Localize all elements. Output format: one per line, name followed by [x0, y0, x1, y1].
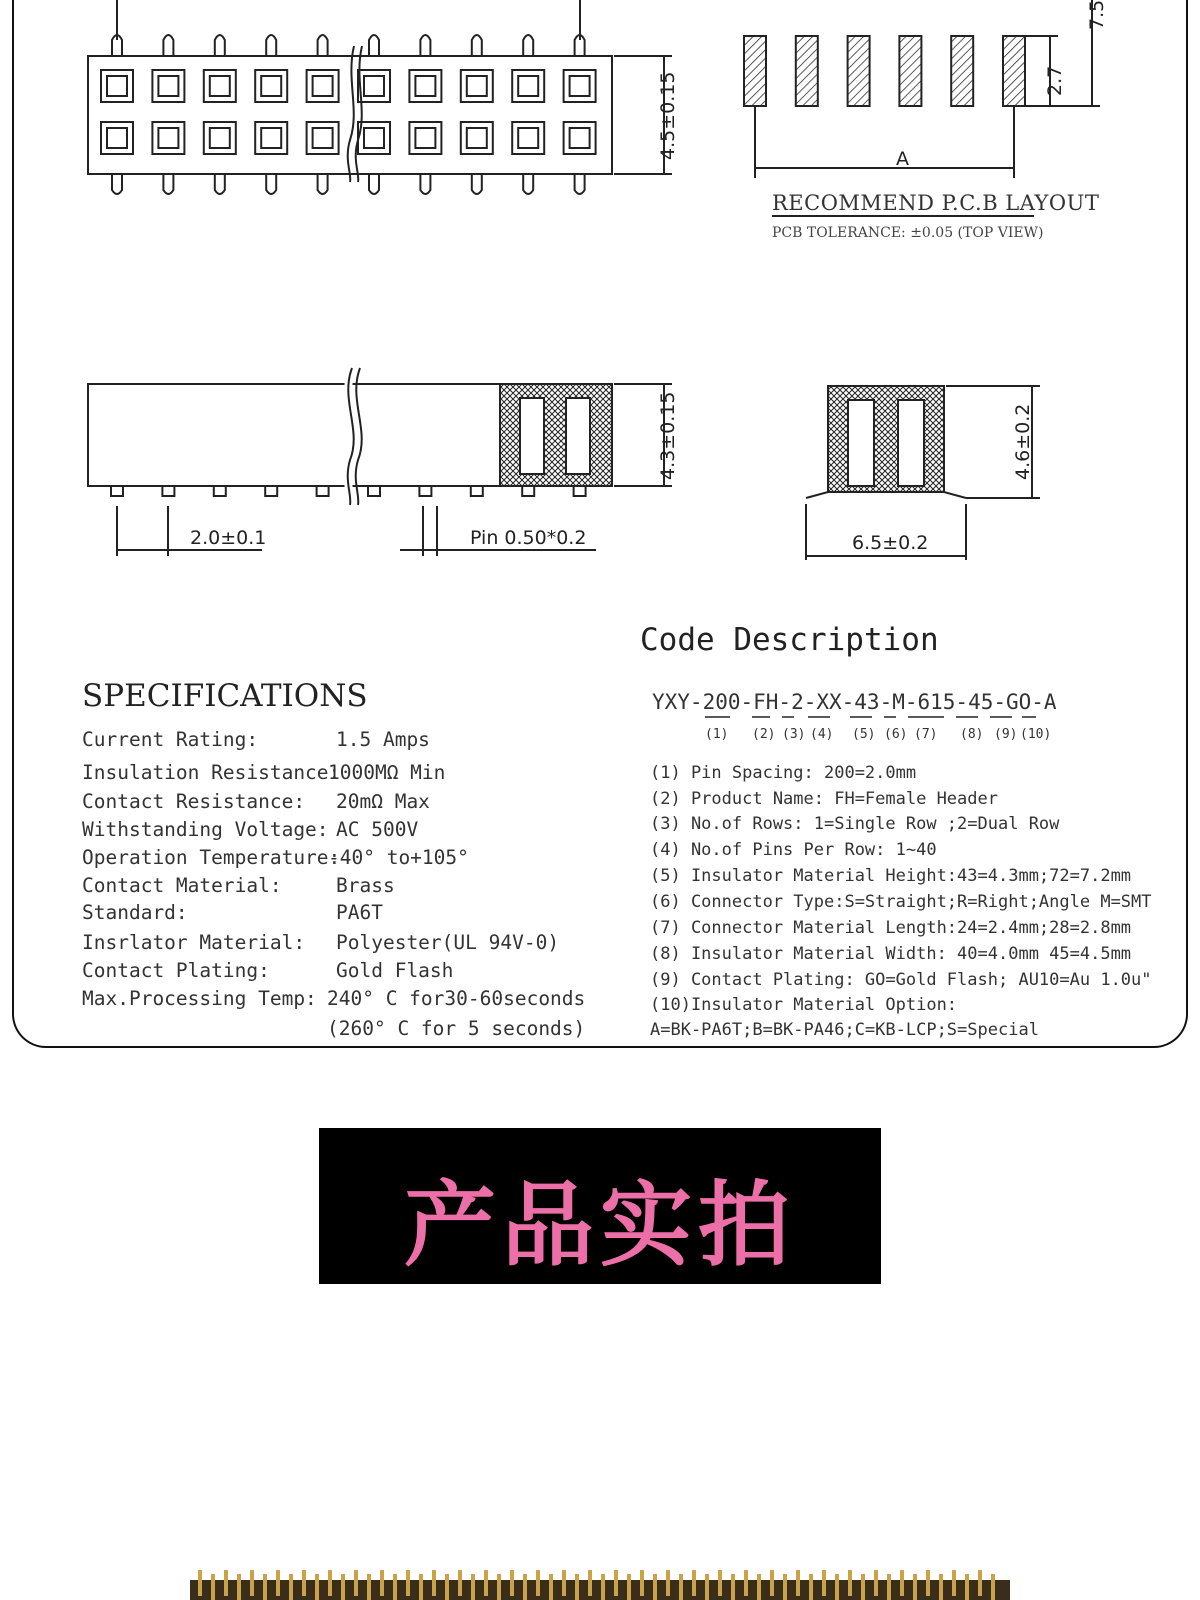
spec-label: Insrlator Material:: [82, 931, 306, 954]
photo-pin: [406, 1570, 410, 1596]
spec-row: [82, 931, 560, 954]
spec-label: Standard:: [82, 901, 188, 924]
code-description-item: (7) Connector Material Length:24=2.4mm;28=2.8mm: [650, 918, 1132, 938]
contact-inner: [415, 76, 435, 96]
contact-outer: [564, 122, 596, 154]
photo-pin: [887, 1574, 891, 1600]
photo-pin: [718, 1570, 722, 1596]
pcb-pad: [744, 36, 766, 106]
photo-pin: [354, 1570, 358, 1596]
spec-label: Insulation Resistance:: [82, 761, 341, 784]
end-view-height-dim: 4.6±0.2: [1012, 403, 1034, 480]
pin-bottom: [163, 174, 173, 194]
pin-top: [163, 35, 173, 56]
contact-outer: [461, 70, 493, 102]
contact-outer: [101, 122, 133, 154]
banner-text: 产品实拍: [403, 1172, 796, 1279]
code-description-item: (1) Pin Spacing: 200=2.0mm: [650, 763, 917, 783]
spec-value: Gold Flash: [336, 959, 454, 982]
code-description-item: (2) Product Name: FH=Female Header: [650, 789, 998, 809]
photo-pin: [575, 1574, 579, 1600]
end-cutaway: [828, 386, 944, 492]
code-index: (5): [852, 727, 876, 742]
contact-inner: [313, 76, 333, 96]
pin-bottom: [575, 174, 585, 194]
spec-label: Current Rating:: [82, 728, 259, 751]
side-pin: [317, 486, 329, 496]
end-cavity: [848, 400, 874, 486]
photo-pin: [211, 1574, 215, 1600]
spec-label: Withstanding Voltage:: [82, 818, 329, 841]
pin-bottom: [215, 174, 225, 194]
side-cavity: [520, 398, 544, 474]
pin-bottom: [369, 174, 379, 194]
spec-row: [82, 790, 430, 813]
photo-pin: [549, 1574, 553, 1600]
photo-pin: [666, 1570, 670, 1596]
spec-value: PA6T: [336, 901, 383, 924]
side-cavity: [566, 398, 590, 474]
side-pin: [265, 486, 277, 496]
photo-pin: [497, 1574, 501, 1600]
code-index: (6): [884, 727, 908, 742]
photo-pin: [523, 1574, 527, 1600]
contact-outer: [564, 70, 596, 102]
pin-top: [318, 35, 328, 56]
photo-pin: [861, 1574, 865, 1600]
code-description-item: (6) Connector Type:S=Straight;R=Right;Angle M=SMT: [650, 892, 1152, 912]
spec-value: -40° to+105°: [328, 846, 469, 869]
pin-top: [369, 35, 379, 56]
photo-pin: [913, 1574, 917, 1600]
photo-pin: [445, 1574, 449, 1600]
spec-row: [82, 761, 446, 784]
photo-pin: [978, 1570, 982, 1596]
spec-label: Operation Temperature:: [82, 846, 341, 869]
spec-value: 1000MΩ Min: [328, 761, 446, 784]
spec-label: Contact Plating:: [82, 959, 270, 982]
contact-inner: [415, 128, 435, 148]
end-view-width-dim: 6.5±0.2: [852, 532, 929, 554]
contact-inner: [364, 76, 384, 96]
contact-inner: [570, 76, 590, 96]
pcb-pad: [951, 36, 973, 106]
photo-pin: [965, 1574, 969, 1600]
pcb-dim-total: 7.5: [1086, 0, 1108, 30]
spec-label: Max.Processing Temp:: [82, 987, 317, 1010]
product-photo: [190, 1570, 1010, 1600]
pcb-pad: [899, 36, 921, 106]
photo-pin: [302, 1570, 306, 1596]
code-index: (7): [914, 727, 938, 742]
photo-pin: [900, 1570, 904, 1596]
contact-outer: [409, 122, 441, 154]
pin-bottom: [523, 174, 533, 194]
top-view-height-dim: 4.5±0.15: [657, 71, 679, 160]
contact-outer: [461, 122, 493, 154]
contact-inner: [158, 128, 178, 148]
spec-row: [82, 874, 395, 897]
photo-pin: [640, 1570, 644, 1596]
spec-value: AC 500V: [336, 818, 419, 841]
side-pin: [368, 486, 380, 496]
side-pin: [471, 486, 483, 496]
photo-pin: [627, 1574, 631, 1600]
pin-bottom: [472, 174, 482, 194]
photo-pin: [198, 1570, 202, 1596]
spec-row: [82, 846, 469, 869]
photo-pin: [939, 1574, 943, 1600]
photo-pin: [822, 1570, 826, 1596]
photo-pin: [224, 1570, 228, 1596]
contact-outer: [307, 122, 339, 154]
part-code: YXY-200-FH-2-XX-43-M-615-45-GO-A: [652, 690, 1057, 714]
code-index: (9): [994, 727, 1018, 742]
photo-pin: [432, 1570, 436, 1596]
contact-outer: [204, 70, 236, 102]
code-description-item: (10)Insulator Material Option:: [650, 995, 958, 1015]
pcb-layout-subtitle: PCB TOLERANCE: ±0.05 (TOP VIEW): [772, 225, 1044, 241]
photo-pin: [926, 1570, 930, 1596]
spec-row: [82, 959, 454, 982]
photo-pin: [835, 1574, 839, 1600]
code-description-item: (3) No.of Rows: 1=Single Row ;2=Dual Row: [650, 814, 1060, 834]
side-pin: [574, 486, 586, 496]
contact-inner: [210, 128, 230, 148]
spec-value: Brass: [336, 874, 395, 897]
code-index: (3): [782, 727, 806, 742]
spec-row: [82, 987, 586, 1010]
code-description-item: (8) Insulator Material Width: 40=4.0mm 45=4.5mm: [650, 944, 1132, 964]
side-pin: [111, 486, 123, 496]
photo-pin: [653, 1574, 657, 1600]
contact-inner: [518, 128, 538, 148]
contact-outer: [358, 70, 390, 102]
photo-pin: [562, 1570, 566, 1596]
code-index: (4): [810, 727, 834, 742]
photo-pin: [341, 1574, 345, 1600]
photo-pin: [393, 1574, 397, 1600]
photo-pin: [484, 1570, 488, 1596]
photo-pin: [380, 1570, 384, 1596]
photo-pin: [991, 1574, 995, 1600]
spec-row: [82, 901, 383, 924]
pin-top: [523, 35, 533, 56]
pin-top: [215, 35, 225, 56]
contact-inner: [467, 76, 487, 96]
pcb-pad: [1003, 36, 1025, 106]
photo-pin: [692, 1570, 696, 1596]
pcb-dim-a: A: [896, 148, 909, 170]
photo-pin: [614, 1570, 618, 1596]
pcb-pad: [796, 36, 818, 106]
contact-inner: [570, 128, 590, 148]
spec-value: (260° C for 5 seconds): [327, 1017, 586, 1040]
pin-bottom: [266, 174, 276, 194]
photo-pin: [263, 1574, 267, 1600]
photo-pin: [796, 1570, 800, 1596]
side-pin: [214, 486, 226, 496]
photo-pin: [770, 1570, 774, 1596]
photo-pin: [874, 1570, 878, 1596]
contact-inner: [107, 76, 127, 96]
photo-pin: [315, 1574, 319, 1600]
contact-outer: [152, 122, 184, 154]
top-view-housing: [88, 56, 612, 174]
spec-value: 240° C for30-60seconds: [327, 987, 586, 1010]
side-pin: [419, 486, 431, 496]
product-photo-banner: [319, 1128, 881, 1284]
photo-pin: [328, 1570, 332, 1596]
specifications-title: SPECIFICATIONS: [82, 678, 368, 714]
photo-pin: [276, 1570, 280, 1596]
contact-outer: [358, 122, 390, 154]
contact-inner: [364, 128, 384, 148]
end-cavity: [898, 400, 924, 486]
contact-outer: [152, 70, 184, 102]
pin-top: [420, 35, 430, 56]
contact-outer: [512, 122, 544, 154]
side-pin: [162, 486, 174, 496]
photo-pin: [809, 1574, 813, 1600]
photo-pin: [705, 1574, 709, 1600]
contact-outer: [255, 122, 287, 154]
pcb-pad: [848, 36, 870, 106]
side-cutaway: [500, 384, 612, 486]
photo-pin: [952, 1570, 956, 1596]
code-description-item: (9) Contact Plating: GO=Gold Flash; AU10=Au 1.0u": [650, 970, 1152, 990]
spec-value: Polyester(UL 94V-0): [336, 931, 560, 954]
side-view-height-dim: 4.3±0.15: [657, 391, 679, 480]
contact-outer: [204, 122, 236, 154]
pcb-dim-height: 2.7: [1044, 65, 1066, 96]
photo-pin: [471, 1574, 475, 1600]
contact-inner: [313, 128, 333, 148]
pin-top: [472, 35, 482, 56]
photo-pin: [250, 1570, 254, 1596]
code-description-title: Code Description: [640, 622, 939, 658]
contact-outer: [255, 70, 287, 102]
spec-label: Contact Resistance:: [82, 790, 306, 813]
contact-inner: [518, 76, 538, 96]
code-index: (8): [960, 727, 984, 742]
pin-top: [266, 35, 276, 56]
spec-row: [82, 818, 419, 841]
spec-label: Contact Material:: [82, 874, 282, 897]
contact-outer: [307, 70, 339, 102]
photo-pin: [289, 1574, 293, 1600]
contact-inner: [210, 76, 230, 96]
pin-size-dim: Pin 0.50*0.2: [470, 527, 587, 549]
contact-inner: [107, 128, 127, 148]
photo-pin: [731, 1574, 735, 1600]
side-pin: [522, 486, 534, 496]
photo-pin: [588, 1570, 592, 1596]
spec-value: 1.5 Amps: [336, 728, 430, 751]
code-index: (1): [705, 727, 729, 742]
pin-bottom: [112, 174, 122, 194]
photo-pin: [536, 1570, 540, 1596]
contact-outer: [101, 70, 133, 102]
contact-inner: [261, 128, 281, 148]
photo-pin: [757, 1574, 761, 1600]
contact-inner: [261, 76, 281, 96]
code-index: (2): [752, 727, 776, 742]
contact-outer: [512, 70, 544, 102]
pcb-layout-title: RECOMMEND P.C.B LAYOUT: [772, 191, 1100, 215]
code-index: (10): [1020, 727, 1052, 742]
photo-pin: [367, 1574, 371, 1600]
photo-pin: [237, 1574, 241, 1600]
contact-inner: [467, 128, 487, 148]
contact-inner: [158, 76, 178, 96]
code-description-item: (5) Insulator Material Height:43=4.3mm;72=7.2mm: [650, 866, 1132, 886]
photo-pin: [783, 1574, 787, 1600]
spec-row: [82, 728, 430, 751]
photo-pin: [458, 1570, 462, 1596]
code-description-item: A=BK-PA6T;B=BK-PA46;C=KB-LCP;S=Special: [650, 1020, 1039, 1040]
photo-pin: [510, 1570, 514, 1596]
photo-pin: [601, 1574, 605, 1600]
photo-pin: [848, 1570, 852, 1596]
spec-value: 20mΩ Max: [336, 790, 430, 813]
pitch-dim: 2.0±0.1: [190, 527, 267, 549]
photo-pin: [744, 1570, 748, 1596]
code-description-item: (4) No.of Pins Per Row: 1~40: [650, 840, 937, 860]
contact-outer: [409, 70, 441, 102]
pin-bottom: [318, 174, 328, 194]
pin-bottom: [420, 174, 430, 194]
photo-pin: [679, 1574, 683, 1600]
photo-pin: [419, 1574, 423, 1600]
